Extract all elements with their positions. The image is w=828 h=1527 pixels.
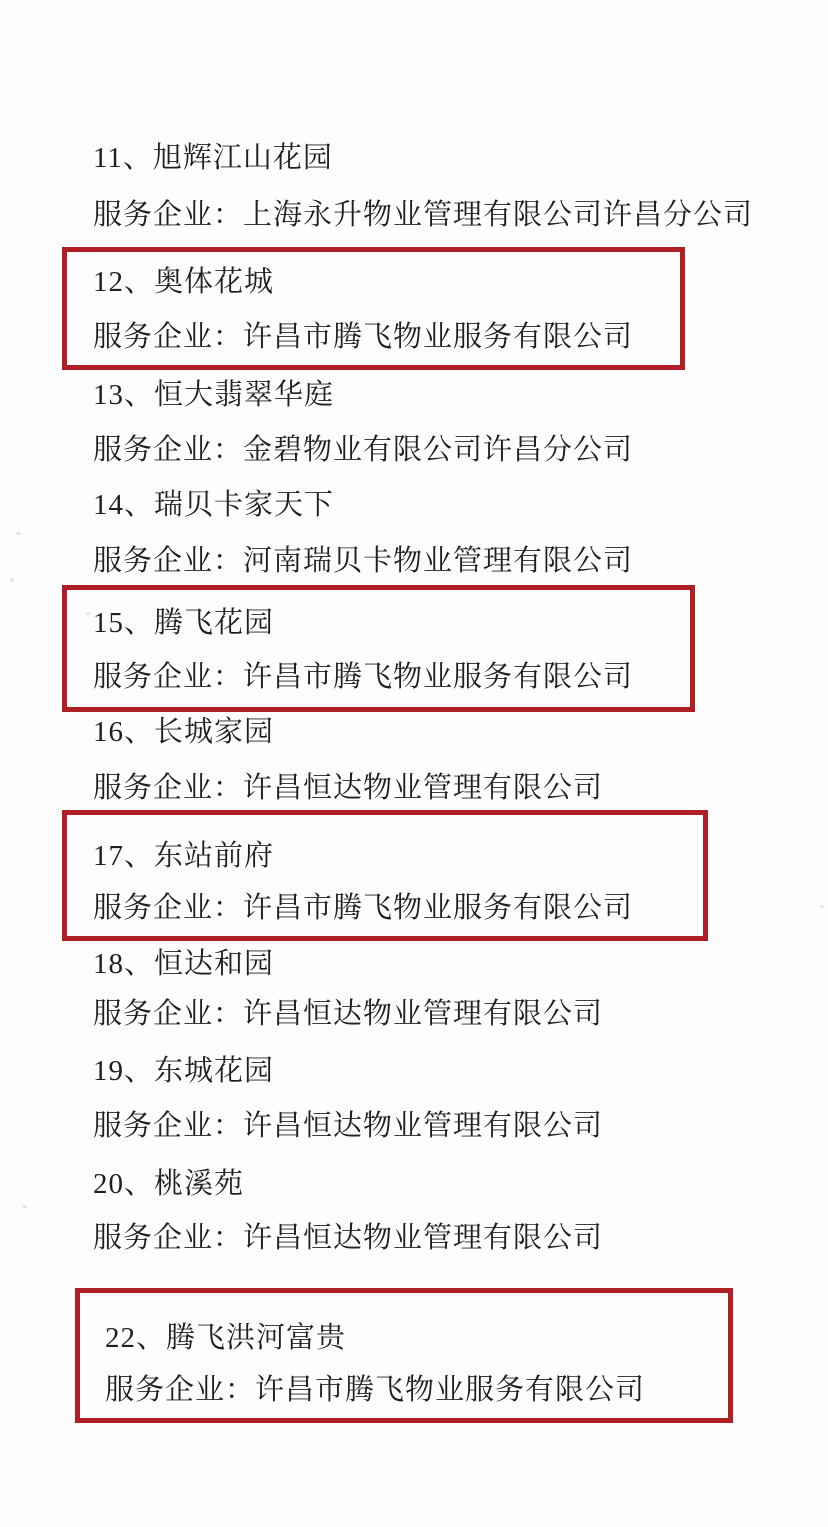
entry-company: 服务企业：许昌市腾飞物业服务有限公司: [105, 1374, 646, 1406]
entry-company: 服务企业：许昌市腾飞物业服务有限公司: [93, 321, 634, 353]
entry-title: 16、长城家园: [93, 716, 275, 748]
entry-title: 13、恒大翡翠华庭: [93, 379, 335, 411]
entry-company: 服务企业：许昌恒达物业管理有限公司: [93, 1222, 604, 1254]
entry-title: 11、旭辉江山花园: [93, 142, 333, 174]
entry-title: 19、东城花园: [93, 1055, 275, 1087]
entry-title: 22、腾飞洪河富贵: [105, 1322, 347, 1354]
scan-speck: [16, 532, 21, 535]
entry-company: 服务企业：许昌市腾飞物业服务有限公司: [93, 661, 634, 693]
entry-title: 17、东站前府: [93, 840, 275, 872]
scan-speck: [820, 905, 824, 908]
entry-title: 14、瑞贝卡家天下: [93, 489, 335, 521]
scan-speck: [22, 1205, 27, 1208]
entry-company: 服务企业：河南瑞贝卡物业管理有限公司: [93, 545, 634, 577]
entry-title: 18、恒达和园: [93, 948, 275, 980]
scan-speck: [10, 578, 14, 582]
entry-title: 12、奥体花城: [93, 266, 275, 298]
entry-company: 服务企业：许昌恒达物业管理有限公司: [93, 772, 604, 804]
entry-title: 20、桃溪苑: [93, 1168, 245, 1200]
entry-title: 15、腾飞花园: [93, 607, 275, 639]
entry-company: 服务企业：金碧物业有限公司许昌分公司: [93, 434, 634, 466]
scan-speck: [86, 612, 90, 615]
entry-company: 服务企业：上海永升物业管理有限公司许昌分公司: [93, 199, 754, 231]
entry-company: 服务企业：许昌恒达物业管理有限公司: [93, 1110, 604, 1142]
entry-company: 服务企业：许昌恒达物业管理有限公司: [93, 998, 604, 1030]
entry-company: 服务企业：许昌市腾飞物业服务有限公司: [93, 892, 634, 924]
